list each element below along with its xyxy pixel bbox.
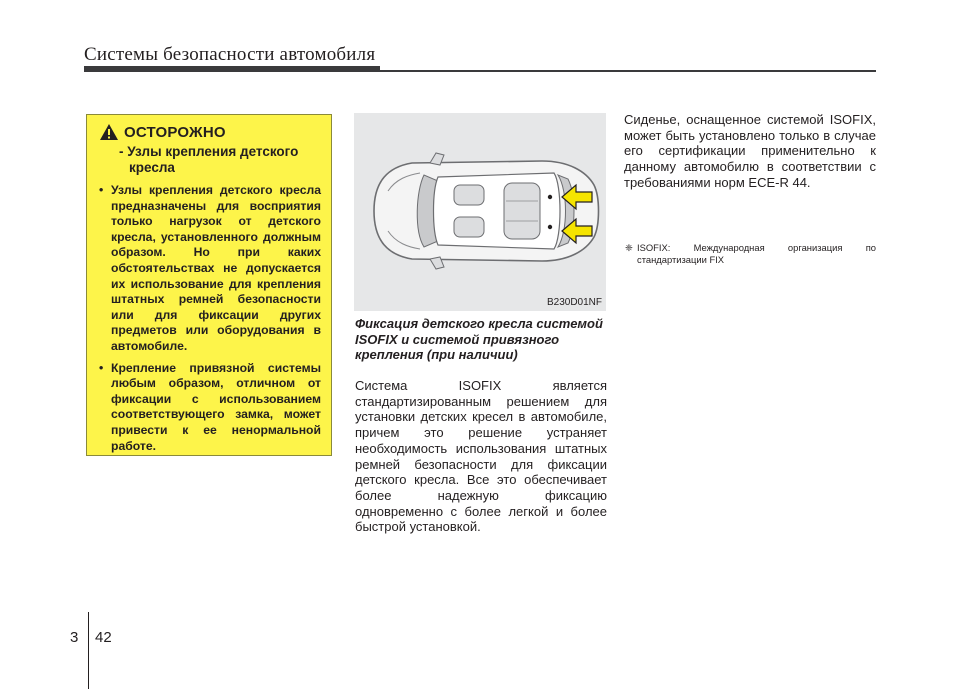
page-title: Системы безопасности автомобиля [84,44,376,65]
figure-code: B230D01NF [546,297,602,308]
warning-title: ОСТОРОЖНО [124,123,226,141]
body-paragraph-certification: Сиденье, оснащенное системой ISOFIX, может быть установлено только в случае его сертификации применительно к данному автомобилю в соответствии с требованиями норм ECE-R 44. [624,112,876,190]
title-rule-thick [84,66,380,72]
body-paragraph-isofix: Система ISOFIX является стандартизированным решением для установки детских кресел в автомобиле, причем это решение устраняет необходимость использования штатных ремней безопасности для фиксации детского кресла. Все это обеспечивает более надежную фиксацию одновременно с более легкой и более быстрой установкой. [355,378,607,535]
warning-triangle-icon [99,123,119,141]
footnote [624,242,876,265]
arrow-lower-icon [560,217,594,245]
page-number: 42 [95,629,112,646]
warning-list [97,183,321,454]
warning-item: • Узлы крепления детского кресла предназначены для восприятия только нагрузок от детского кресла, установленного должным образом. Но при каких обстоятельствах не допускается их использование для крепления штатных ремней безопасности или для фиксации других предметов или оборудования в автомобиле. [97,183,321,355]
arrow-upper-icon [560,183,594,211]
car-top-view-illustration [354,113,606,311]
section-number: 3 [70,629,79,646]
warning-item: • Крепление привязной системы любым образом, отличном от фиксации с использованием соответствующего замка, может привести к ее ненормальной работе. [97,361,321,455]
title-rule-thin [380,70,876,72]
footnote-mark: ❈ [625,242,633,253]
isofix-figure [354,113,606,311]
figure-caption: Фиксация детского кресла системой ISOFIX и системой привязного крепления (при наличии) [355,316,603,363]
footer-divider [88,612,89,689]
footnote-text: ISOFIX: Международная организация по стандартизации FIX [637,242,876,265]
warning-header [99,121,321,143]
warning-subtitle: - Узлы крепления детского кресла [119,144,299,175]
warning-box [86,114,332,456]
